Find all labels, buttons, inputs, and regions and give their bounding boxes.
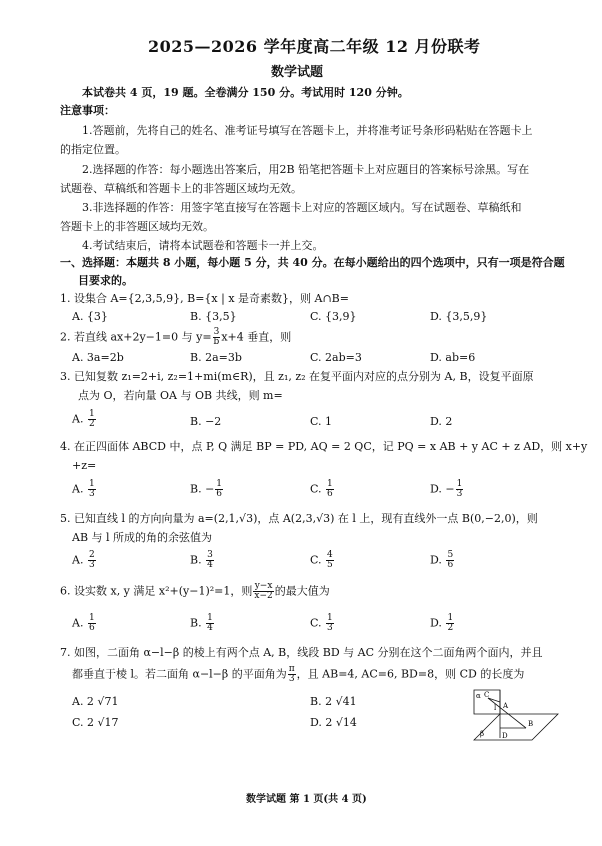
q4-c-den: 6 <box>327 489 333 499</box>
q4-b-label: B. − <box>190 482 215 496</box>
page-footer: 数学试题 第 1 页(共 4 页) <box>246 794 367 805</box>
q3-option-a <box>72 410 97 429</box>
q4-b-den: 6 <box>216 489 223 499</box>
question-3-line1: 3. 已知复数 z₁=2+i, z₂=1+mi(m∈R)，且 z₁, z₂ 在复平面内对应的点分别为 A, B，设复平面原 <box>60 370 534 383</box>
q4-b-frac <box>215 480 223 499</box>
exam-info: 本试卷共 4 页，19 题。全卷满分 150 分。考试用时 120 分钟。 <box>82 86 409 99</box>
q6-a-den: 6 <box>88 623 95 633</box>
question-6-stem <box>60 582 330 601</box>
q6-d-frac <box>446 614 454 633</box>
q5-option-b <box>190 551 215 570</box>
segment-ac <box>488 698 500 702</box>
q4-option-b <box>190 480 224 499</box>
q4-d-frac <box>456 480 464 499</box>
question-5-line2: AB 与 l 所成的角的余弦值为 <box>72 531 213 544</box>
section-heading: 一、选择题：本题共 8 小题，每小题 5 分，共 40 分。在每小题给出的四个选项中，只有一项是符合题 <box>60 256 565 269</box>
q4-a-frac <box>88 480 96 499</box>
q2-stem-a: 2. 若直线 ax+2y−1=0 与 y= <box>60 330 212 344</box>
q6-b-label: B. <box>190 616 202 630</box>
q6-c-frac <box>326 614 334 633</box>
q6-stem-a: 6. 设实数 x, y 满足 x²+(y−1)²=1，则 <box>60 584 253 598</box>
q6-a-label: A. <box>72 616 84 630</box>
exam-title: 2025—2026 学年度高二年级 12 月份联考 <box>148 37 481 56</box>
plane-beta <box>474 714 558 740</box>
question-7-line2 <box>72 665 524 684</box>
q5-b-label: B. <box>190 553 202 567</box>
q7-frac-den: 3 <box>288 674 295 684</box>
q6-c-num: 1 <box>327 613 333 623</box>
q6-a-frac <box>88 614 96 633</box>
q7-frac-num: π <box>288 664 295 674</box>
label-l: l <box>494 704 497 712</box>
section-heading-cont: 目要求的。 <box>78 274 133 287</box>
q1-option-c: C. {3,9} <box>310 310 357 323</box>
q2-option-d: D. ab=6 <box>430 351 476 364</box>
q4-option-c <box>310 480 335 499</box>
q5-option-d <box>430 551 455 570</box>
q4-d-label: D. − <box>430 482 455 496</box>
q7-option-a: A. 2 √71 <box>72 695 119 708</box>
label-alpha: α <box>476 692 481 700</box>
notice-heading: 注意事项： <box>60 104 115 117</box>
label-d: D <box>502 732 508 740</box>
question-3-line2: 点为 O，若向量 OA 与 OB 共线，则 m= <box>78 389 283 402</box>
q6-d-den: 2 <box>447 623 454 633</box>
q5-a-den: 3 <box>88 560 95 570</box>
q5-b-frac <box>206 551 214 570</box>
label-b: B <box>528 720 534 728</box>
q4-option-a <box>72 480 97 499</box>
q4-a-den: 3 <box>88 489 95 499</box>
q5-c-frac <box>326 551 334 570</box>
q4-a-label: A. <box>72 482 84 496</box>
q5-a-frac <box>88 551 96 570</box>
q6-frac-den: x−2 <box>254 591 273 601</box>
label-a: A <box>503 702 509 710</box>
q5-a-label: A. <box>72 553 84 567</box>
q3-option-b: B. −2 <box>190 415 222 428</box>
label-beta: β <box>480 730 485 738</box>
notice-line: 1.答题前，先将自己的姓名、准考证号填写在答题卡上，并将准考证号条形码粘贴在答题卡上 <box>82 124 533 137</box>
q5-c-label: C. <box>310 553 322 567</box>
q6-d-label: D. <box>430 616 442 630</box>
q6-stem-b: 的最大值为 <box>274 584 330 598</box>
q6-c-label: C. <box>310 616 322 630</box>
q6-frac-num: y−x <box>254 581 273 591</box>
question-7-line1: 7. 如图，二面角 α−l−β 的棱上有两个点 A, B，线段 BD 与 AC 分别在这个二面角两个面内，并且 <box>60 646 543 659</box>
q3-a-num: 1 <box>88 409 95 419</box>
question-4-line2: +z= <box>72 459 97 472</box>
question-5-line1: 5. 已知直线 l 的方向向量为 a=(2,1,√3)，点 A(2,3,√3) 在 l 上，现有直线外一点 B(0,−2,0)，则 <box>60 512 538 525</box>
q4-option-d <box>430 480 464 499</box>
subject-title: 数学试题 <box>271 65 324 80</box>
q3-option-a-frac <box>88 410 96 429</box>
q5-option-a <box>72 551 97 570</box>
q3-option-c: C. 1 <box>310 415 333 428</box>
dihedral-angle-figure <box>470 688 562 742</box>
q4-d-num: 1 <box>456 479 463 489</box>
q7-line2-b: ，且 AB=4, AC=6, BD=8，则 CD 的长度为 <box>296 667 525 681</box>
q7-option-c: C. 2 √17 <box>72 716 119 729</box>
q2-option-a: A. 3a=2b <box>72 351 124 364</box>
q5-option-c <box>310 551 335 570</box>
q6-b-num: 1 <box>207 613 213 623</box>
q6-b-frac <box>206 614 214 633</box>
q1-option-a: A. {3} <box>72 310 108 323</box>
q2-frac-den: b <box>213 337 220 347</box>
q6-a-num: 1 <box>88 613 95 623</box>
q3-a-den: 2 <box>88 419 95 429</box>
q5-a-num: 2 <box>88 550 95 560</box>
q4-a-num: 1 <box>88 479 95 489</box>
question-4-line1: 4. 在正四面体 ABCD 中，点 P, Q 满足 BP = PD, AQ = 2 QC，记 PQ = x AB + y AC + z AD，则 x+y <box>60 440 588 453</box>
q2-fraction <box>213 328 221 347</box>
notice-line: 试题卷、草稿纸和答题卡上的非答题区域均无效。 <box>60 182 302 195</box>
notice-line: 3.非选择题的作答：用签字笔直接写在答题卡上对应的答题区域内。写在试题卷、草稿纸和 <box>82 201 522 214</box>
notice-line: 4.考试结束后，请将本试题卷和答题卡一并上交。 <box>82 239 324 252</box>
q5-d-label: D. <box>430 553 442 567</box>
q6-option-c <box>310 614 335 633</box>
q6-option-b <box>190 614 215 633</box>
q7-fraction <box>288 665 296 684</box>
q4-b-num: 1 <box>216 479 223 489</box>
q7-option-b: B. 2 √41 <box>310 695 357 708</box>
q6-d-num: 1 <box>447 613 454 623</box>
q5-b-num: 3 <box>207 550 213 560</box>
q2-option-c: C. 2ab=3 <box>310 351 362 364</box>
notice-line: 的指定位置。 <box>60 143 126 156</box>
q5-d-frac <box>446 551 454 570</box>
question-2-stem <box>60 328 291 347</box>
q2-option-b: B. 2a=3b <box>190 351 242 364</box>
q6-option-a <box>72 614 97 633</box>
q5-d-den: 6 <box>447 560 454 570</box>
q7-line2-a: 都垂直于棱 l。若二面角 α−l−β 的平面角为 <box>72 667 287 681</box>
q3-option-d: D. 2 <box>430 415 453 428</box>
q6-option-d <box>430 614 455 633</box>
q2-stem-b: x+4 垂直，则 <box>221 330 292 344</box>
q4-d-den: 3 <box>456 489 463 499</box>
question-1-stem: 1. 设集合 A={2,3,5,9}, B={x | x 是奇素数}，则 A∩B= <box>60 292 349 305</box>
q4-c-num: 1 <box>327 479 333 489</box>
q6-b-den: 4 <box>207 623 213 633</box>
q2-frac-num: 3 <box>213 327 220 337</box>
q5-c-num: 4 <box>327 550 333 560</box>
q4-c-label: C. <box>310 482 322 496</box>
q1-option-b: B. {3,5} <box>190 310 237 323</box>
label-c: C <box>484 691 490 699</box>
q5-c-den: 5 <box>327 560 333 570</box>
q4-c-frac <box>326 480 334 499</box>
q3-option-a-label: A. <box>72 412 84 426</box>
notice-line: 2.选择题的作答：每小题选出答案后，用2B 铅笔把答题卡上对应题目的答案标号涂黑。写在 <box>82 163 530 176</box>
q5-d-num: 5 <box>447 550 454 560</box>
q6-c-den: 3 <box>327 623 333 633</box>
q6-fraction <box>253 582 273 601</box>
q5-b-den: 4 <box>207 560 213 570</box>
q7-option-d: D. 2 √14 <box>310 716 357 729</box>
q1-option-d: D. {3,5,9} <box>430 310 488 323</box>
notice-line: 答题卡上的非答题区域均无效。 <box>60 220 214 233</box>
